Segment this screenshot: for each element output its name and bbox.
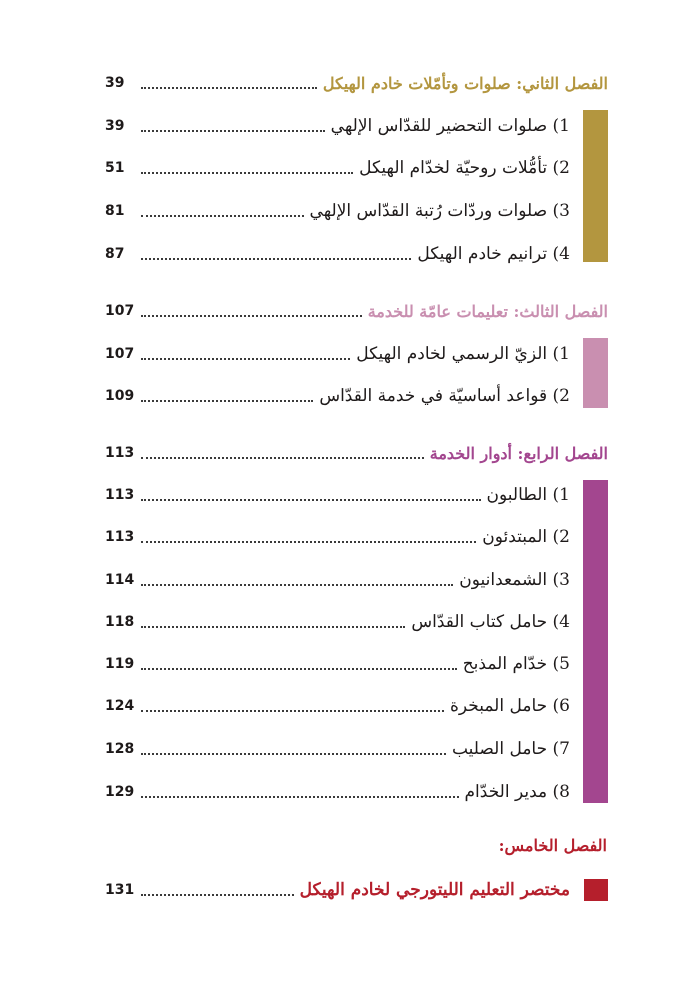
chapter3-color-bar	[583, 338, 608, 408]
entry-page: 107	[105, 346, 135, 362]
leader-dots	[141, 489, 481, 501]
entry-label: 6) حامل المبخرة	[449, 696, 570, 716]
toc-entry[interactable]	[105, 482, 570, 508]
entry-label: 4) حامل كتاب القدّاس	[411, 612, 570, 632]
entry-label: 8) مدير الخدّام	[464, 782, 570, 802]
chapter4-color-bar	[583, 480, 608, 803]
entry-label: 5) خدّام المذبح	[462, 654, 570, 674]
entry-label: 1) صلوات التحضير للقدّاس الإلهي	[330, 116, 570, 136]
toc-entry[interactable]	[105, 241, 570, 267]
leader-dots	[141, 306, 362, 317]
toc-entry[interactable]	[105, 341, 570, 367]
entry-label: 1) الزيّ الرسمي لخادم الهيكل	[356, 344, 570, 364]
entry-label: 3) صلوات وردّات رُتبة القدّاس الإلهي	[309, 201, 570, 221]
entry-page: 87	[105, 246, 125, 262]
chapter3-title: الفصل الثالث: تعليمات عامّة للخدمة	[367, 301, 608, 321]
toc-entry[interactable]	[105, 736, 570, 762]
leader-dots	[141, 248, 411, 260]
chapter2-color-bar	[583, 110, 608, 262]
entry-page: 131	[105, 882, 135, 898]
leader-dots	[141, 884, 294, 896]
leader-dots	[141, 348, 350, 360]
chapter3-page: 107	[105, 303, 135, 319]
chapter3-heading[interactable]	[105, 299, 608, 323]
leader-dots	[141, 205, 304, 217]
toc-entry[interactable]	[105, 155, 570, 181]
entry-page: 81	[105, 203, 125, 219]
chapter4-heading[interactable]	[105, 441, 608, 465]
entry-label: 7) حامل الصليب	[451, 739, 570, 759]
leader-dots	[141, 700, 444, 712]
leader-dots	[141, 162, 353, 174]
entry-page: 124	[105, 698, 135, 714]
entry-label: 1) الطالبون	[486, 485, 570, 505]
leader-dots	[141, 786, 459, 798]
chapter4-page: 113	[105, 445, 135, 461]
leader-dots	[141, 120, 325, 132]
leader-dots	[141, 390, 313, 402]
toc-entry[interactable]	[105, 113, 570, 139]
chapter5-color-square	[584, 879, 608, 901]
chapter2-page: 39	[105, 75, 125, 91]
entry-label: 2) المبتدئون	[482, 527, 570, 547]
entry-page: 118	[105, 614, 135, 630]
toc-entry[interactable]	[105, 524, 570, 550]
entry-label: 2) قواعد أساسيّة في خدمة القدّاس	[319, 386, 570, 406]
leader-dots	[141, 743, 446, 755]
entry-label: 2) تأمُّلات روحيّة لخدّام الهيكل	[359, 158, 570, 178]
chapter4-title: الفصل الرابع: أدوار الخدمة	[429, 443, 608, 463]
entry-page: 51	[105, 160, 125, 176]
chapter2-title: الفصل الثاني: صلوات وتأمّلات خادم الهيكل	[322, 73, 608, 93]
entry-page: 109	[105, 388, 135, 404]
leader-dots	[141, 78, 317, 89]
leader-dots	[141, 531, 476, 543]
leader-dots	[141, 574, 453, 586]
toc-entry[interactable]	[105, 198, 570, 224]
entry-page: 119	[105, 656, 135, 672]
chapter2-heading[interactable]	[105, 71, 608, 95]
entry-label: 4) ترانيم خادم الهيكل	[417, 244, 570, 264]
entry-page: 39	[105, 118, 125, 134]
chapter5-title: الفصل الخامس:	[498, 836, 607, 855]
entry-page: 113	[105, 529, 135, 545]
entry-page: 129	[105, 784, 135, 800]
toc-entry[interactable]	[105, 693, 570, 719]
toc-entry[interactable]	[105, 567, 570, 593]
entry-label: 3) الشمعدانيون	[459, 570, 570, 590]
leader-dots	[141, 616, 405, 628]
entry-page: 113	[105, 487, 135, 503]
leader-dots	[141, 448, 424, 459]
entry-page: 128	[105, 741, 135, 757]
toc-entry[interactable]	[105, 779, 570, 805]
toc-entry[interactable]	[105, 383, 570, 409]
toc-entry[interactable]	[105, 609, 570, 635]
toc-entry[interactable]	[105, 651, 570, 677]
entry-label: مختصر التعليم الليتورجي لخادم الهيكل	[299, 880, 570, 900]
entry-page: 114	[105, 572, 135, 588]
leader-dots	[141, 658, 457, 670]
toc-entry[interactable]	[105, 877, 570, 903]
